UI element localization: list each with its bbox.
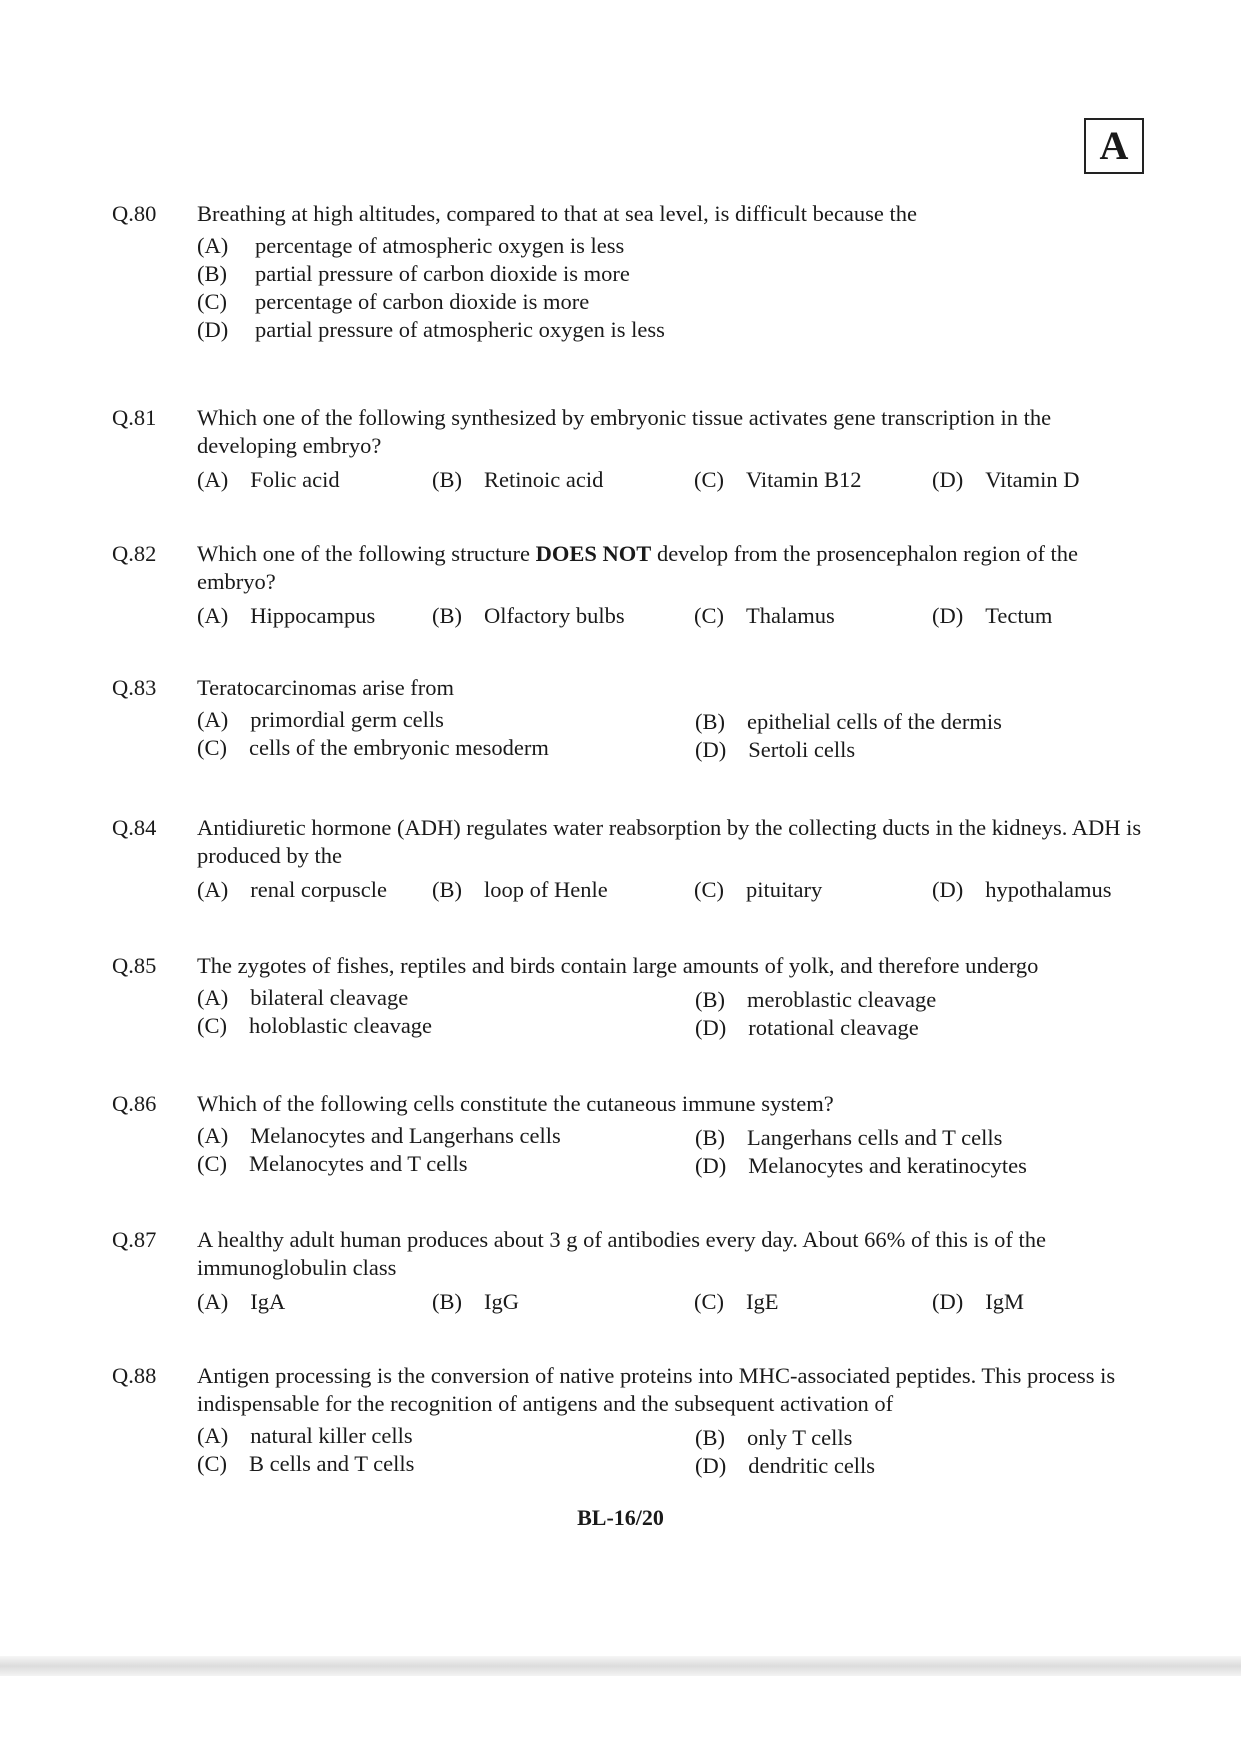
question-84 <box>112 814 1142 906</box>
question-87 <box>112 1226 1142 1318</box>
option-a: (A) primordial germ cells <box>197 707 444 732</box>
option-d: (D) Melanocytes and keratinocytes <box>695 1153 1027 1178</box>
question-88 <box>112 1362 1142 1484</box>
option-c: (C) Thalamus <box>694 603 835 628</box>
option-b: (B) IgG <box>432 1289 519 1314</box>
question-82 <box>112 540 1142 632</box>
question-80 <box>112 200 1142 344</box>
option-a: (A) bilateral cleavage <box>197 985 409 1010</box>
page-footer: BL-16/20 <box>577 1505 664 1530</box>
option-c: (C) percentage of carbon dioxide is more <box>197 289 590 314</box>
question-number: Q.83 <box>112 675 157 700</box>
option-a: (A) renal corpuscle <box>197 877 388 902</box>
question-number: Q.87 <box>112 1227 157 1252</box>
question-text: A healthy adult human produces about 3 g of antibodies every day. About 66% of this is of the immunoglobulin class <box>197 1227 1047 1280</box>
question-85 <box>112 952 1142 1046</box>
question-text: Antigen processing is the conversion of native proteins into MHC-associated peptides. This process is indispensable for the recognition of antigens and the subsequent activation of <box>197 1363 1116 1416</box>
option-b: (B) partial pressure of carbon dioxide is more <box>197 261 630 286</box>
option-d: (D) dendritic cells <box>695 1453 876 1478</box>
option-b: (B) loop of Henle <box>432 877 608 902</box>
question-text: Teratocarcinomas arise from <box>197 675 455 700</box>
question-text: Antidiuretic hormone (ADH) regulates water reabsorption by the collecting ducts in the kidneys. ADH is produced by the <box>197 815 1142 868</box>
question-83 <box>112 674 1142 768</box>
option-c: (C) Vitamin B12 <box>694 467 862 492</box>
option-b: (B) Olfactory bulbs <box>432 603 625 628</box>
question-number: Q.85 <box>112 953 157 978</box>
question-number: Q.86 <box>112 1091 157 1116</box>
option-c: (C) Melanocytes and T cells <box>197 1151 468 1176</box>
option-d: (D) Sertoli cells <box>695 737 856 762</box>
question-number: Q.88 <box>112 1363 157 1388</box>
option-a: (A) IgA <box>197 1289 286 1314</box>
option-b: (B) meroblastic cleavage <box>695 987 937 1012</box>
option-d: (D) Vitamin D <box>932 467 1080 492</box>
option-b: (B) Retinoic acid <box>432 467 604 492</box>
option-c: (C) holoblastic cleavage <box>197 1013 433 1038</box>
option-b: (B) epithelial cells of the dermis <box>695 709 1002 734</box>
option-d: (D) Tectum <box>932 603 1053 628</box>
question-text: Which of the following cells constitute the cutaneous immune system? <box>197 1091 834 1116</box>
question-set-box: A <box>1084 118 1144 174</box>
question-86 <box>112 1090 1142 1184</box>
option-a: (A) Hippocampus <box>197 603 376 628</box>
option-c: (C) B cells and T cells <box>197 1451 415 1476</box>
option-a: (A) percentage of atmospheric oxygen is less <box>197 233 625 258</box>
question-number: Q.81 <box>112 405 157 430</box>
option-b: (B) Langerhans cells and T cells <box>695 1125 1003 1150</box>
question-number: Q.82 <box>112 541 157 566</box>
option-a: (A) natural killer cells <box>197 1423 413 1448</box>
option-c: (C) IgE <box>694 1289 779 1314</box>
question-text: Which one of the following structure DOES NOT develop from the prosencephalon region of the embryo? <box>197 541 1079 594</box>
question-text: Breathing at high altitudes, compared to that at sea level, is difficult because the <box>197 201 917 226</box>
question-number: Q.80 <box>112 201 157 226</box>
question-text: Which one of the following synthesized by embryonic tissue activates gene transcription in the developing embryo? <box>197 405 1052 458</box>
emphasis-text: DOES NOT <box>535 541 652 566</box>
question-number: Q.84 <box>112 815 157 840</box>
question-81 <box>112 404 1142 496</box>
option-d: (D) hypothalamus <box>932 877 1112 902</box>
option-c: (C) pituitary <box>694 877 823 902</box>
option-b: (B) only T cells <box>695 1425 853 1450</box>
scan-edge-band <box>0 1656 1241 1676</box>
option-c: (C) cells of the embryonic mesoderm <box>197 735 549 760</box>
option-d: (D) IgM <box>932 1289 1024 1314</box>
option-d: (D) partial pressure of atmospheric oxygen is less <box>197 317 665 342</box>
option-d: (D) rotational cleavage <box>695 1015 919 1040</box>
question-text: The zygotes of fishes, reptiles and birds contain large amounts of yolk, and therefore undergo <box>197 953 1039 978</box>
option-a: (A) Folic acid <box>197 467 340 492</box>
option-a: (A) Melanocytes and Langerhans cells <box>197 1123 561 1148</box>
